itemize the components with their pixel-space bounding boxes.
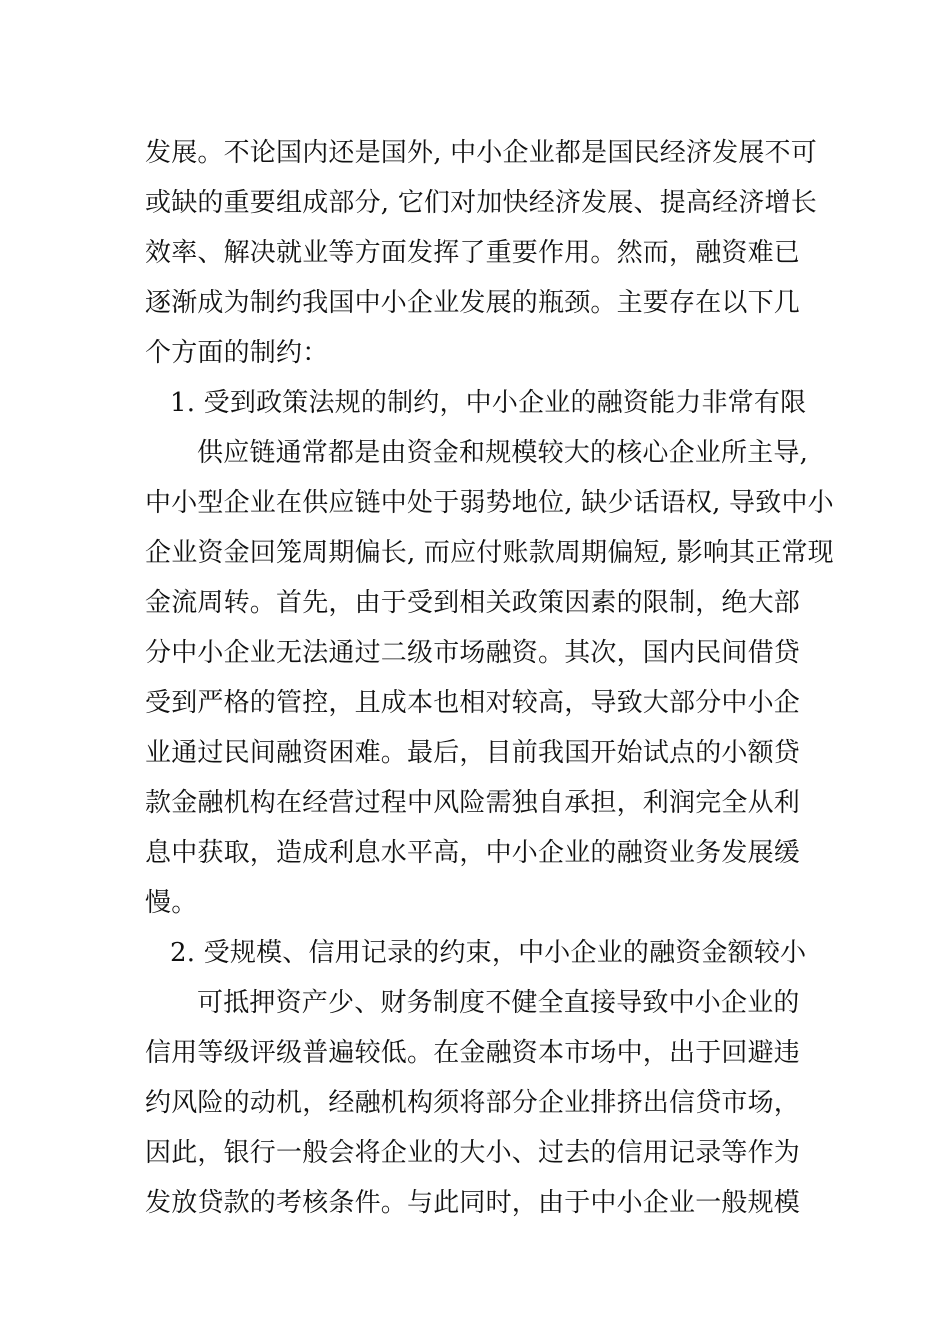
text-line: 受到严格的管控，且成本也相对较高，导致大部分中小企 — [145, 688, 801, 718]
text-line: 企业资金回笼周期偏长, 而应付账款周期偏短, 影响其正常现 — [145, 538, 834, 568]
text-line: 或缺的重要组成部分, 它们对加快经济发展、提高经济增长 — [145, 188, 817, 218]
text-line: 发放贷款的考核条件。与此同时，由于中小企业一般规模 — [145, 1188, 801, 1218]
text-line: 信用等级评级普遍较低。在金融资本市场中，出于回避违 — [145, 1038, 801, 1068]
text-line: 款金融机构在经营过程中风险需独自承担，利润完全从利 — [145, 788, 801, 818]
text-line: 效率、解决就业等方面发挥了重要作用。然而，融资难已 — [145, 238, 801, 268]
text-line: 分中小企业无法通过二级市场融资。其次，国内民间借贷 — [145, 638, 801, 668]
text-line: 发展。不论国内还是国外, 中小企业都是国民经济发展不可 — [145, 138, 817, 168]
body-text — [145, 128, 834, 1228]
text-line: 中小型企业在供应链中处于弱势地位, 缺少话语权, 导致中小 — [145, 488, 834, 518]
text-line: 金流周转。首先，由于受到相关政策因素的限制，绝大部 — [145, 588, 801, 618]
paragraph-first-line: 可抵押资产少、财务制度不健全直接导致中小企业的 — [197, 988, 800, 1018]
text-line: 因此，银行一般会将企业的大小、过去的信用记录等作为 — [145, 1138, 801, 1168]
text-line: 业通过民间融资困难。最后，目前我国开始试点的小额贷 — [145, 738, 801, 768]
text-line: 逐渐成为制约我国中小企业发展的瓶颈。主要存在以下几 — [145, 288, 801, 318]
paragraph-first-line: 供应链通常都是由资金和规模较大的核心企业所主导, — [197, 438, 809, 468]
text-line: 息中获取，造成利息水平高，中小企业的融资业务发展缓 — [145, 838, 801, 868]
text-line: 约风险的动机，经融机构须将部分企业排挤出信贷市场， — [145, 1088, 801, 1118]
numbered-heading-2: 2. 受规模、信用记录的约束，中小企业的融资金额较小 — [170, 938, 807, 968]
text-line: 个方面的制约： — [145, 338, 329, 368]
text-line: 慢。 — [145, 888, 198, 918]
numbered-heading-1: 1. 受到政策法规的制约，中小企业的融资能力非常有限 — [170, 388, 807, 418]
